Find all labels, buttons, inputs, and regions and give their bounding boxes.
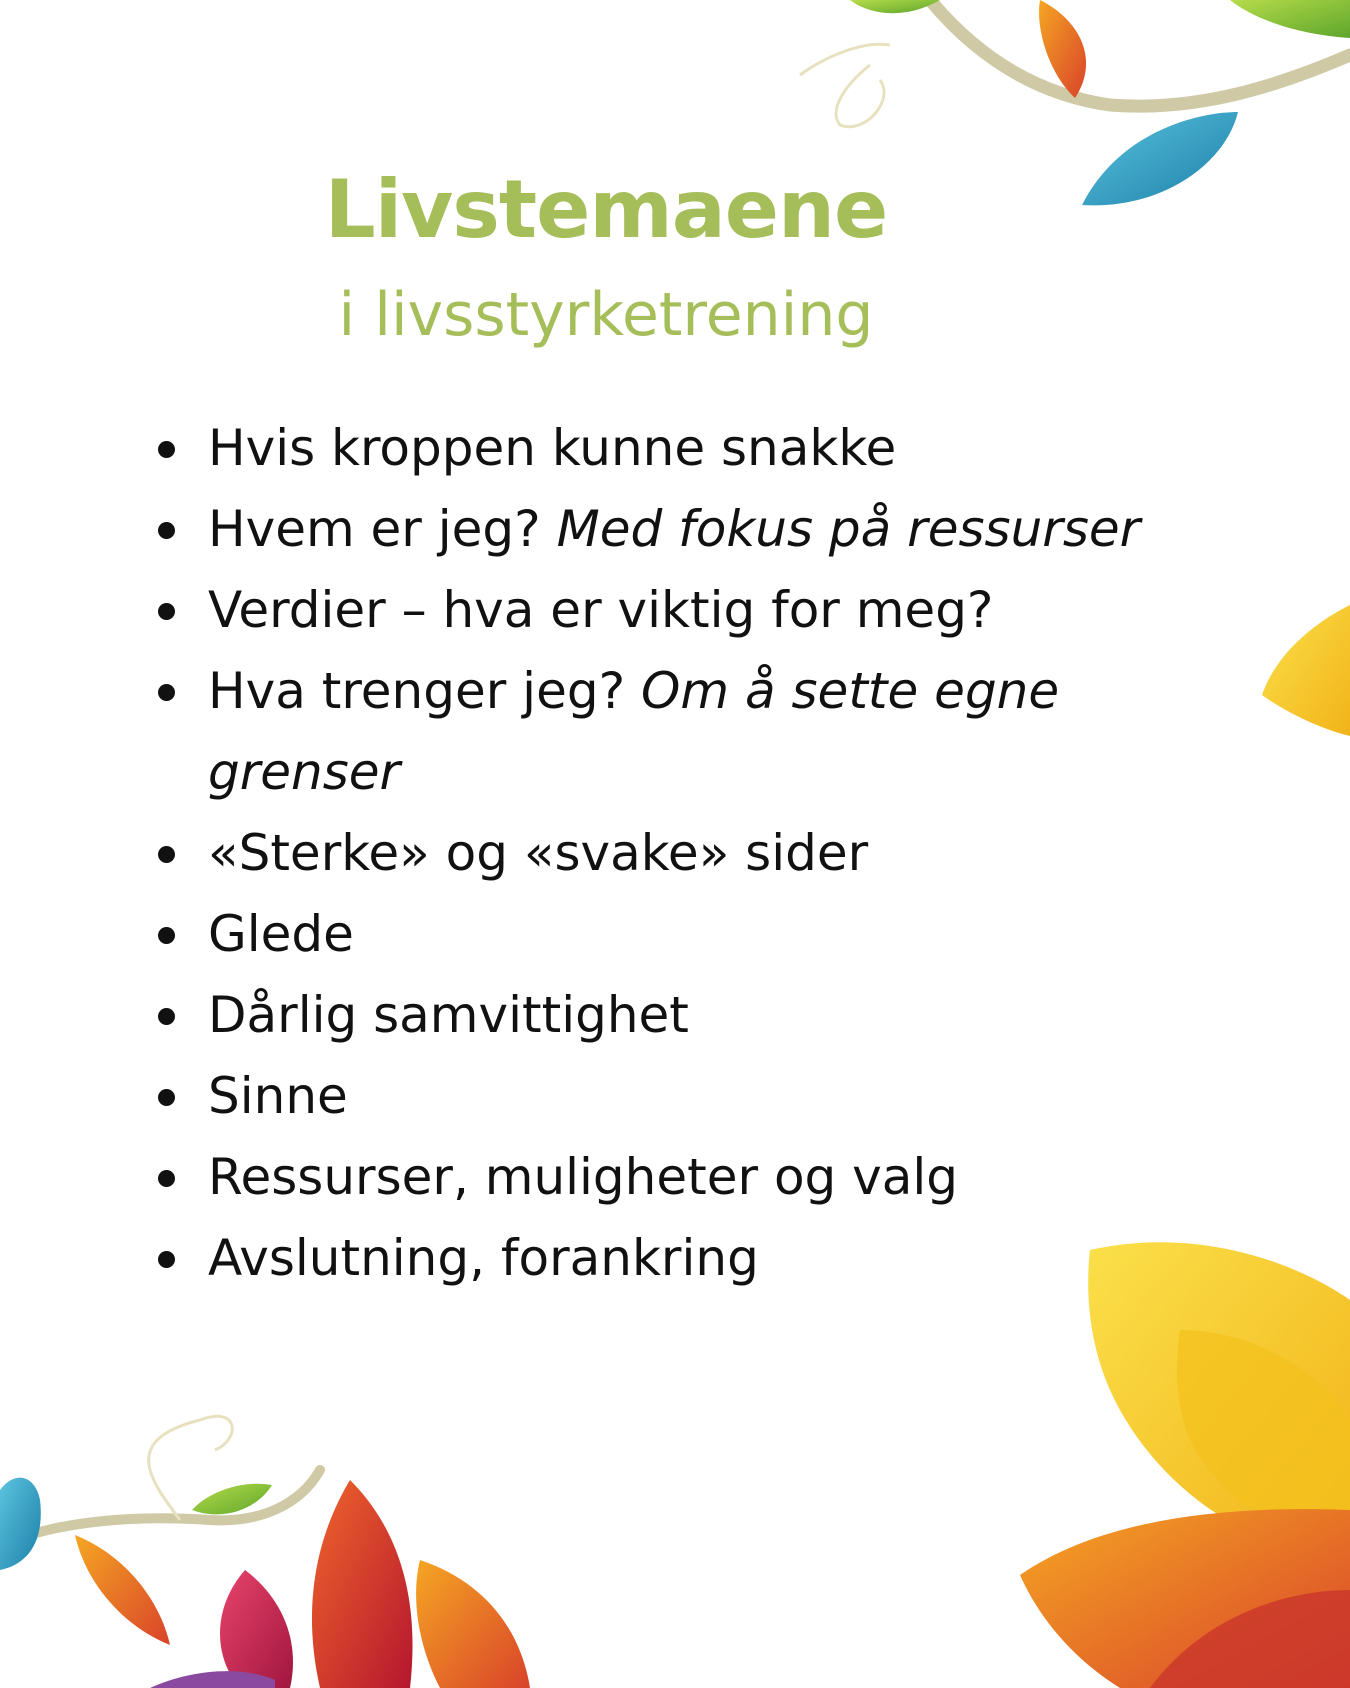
topic-text: Hvis kroppen kunne snakke [208,419,897,477]
topic-text: Verdier – hva er viktig for meg? [208,581,994,639]
topic-list [208,408,1208,1299]
bullet-icon [158,1251,175,1268]
topic-item [208,975,1208,1056]
topic-item [208,813,1208,894]
bullet-icon [158,927,175,944]
topic-text: Dårlig samvittighet [208,986,689,1044]
topic-text: Avslutning, forankring [208,1229,759,1287]
bullet-icon [158,441,175,458]
topic-text: Ressurser, muligheter og valg [208,1148,959,1206]
bottom-right-flower [1020,1242,1350,1688]
topic-item [208,570,1208,651]
bullet-icon [158,846,175,863]
bullet-icon [158,1170,175,1187]
bullet-icon [158,603,175,620]
topic-emphasis: Med fokus på ressurser [556,500,1141,558]
topic-item [208,894,1208,975]
topic-text: Sinne [208,1067,348,1125]
topic-text: Glede [208,905,354,963]
topic-text: «Sterke» og «svake» sider [208,824,869,882]
topic-item [208,1056,1208,1137]
page-title: Livstemaene [324,163,888,256]
topic-item [208,1218,1208,1299]
page-subtitle: i livsstyrketrening [338,280,874,350]
bullet-icon [158,522,175,539]
topic-emphasis: Om å sette egne grenser [208,662,1060,801]
bullet-icon [158,1008,175,1025]
topic-item [208,408,1208,489]
bullet-icon [158,684,175,701]
topic-text: Hvem er jeg? [208,500,557,558]
bottom-left-flower [0,1416,530,1688]
right-leaf [1262,605,1350,736]
topic-text: Hva trenger jeg? [208,662,642,720]
topic-item [208,651,1208,813]
bullet-icon [158,1089,175,1106]
topic-item [208,1137,1208,1218]
topic-item [208,489,1208,570]
